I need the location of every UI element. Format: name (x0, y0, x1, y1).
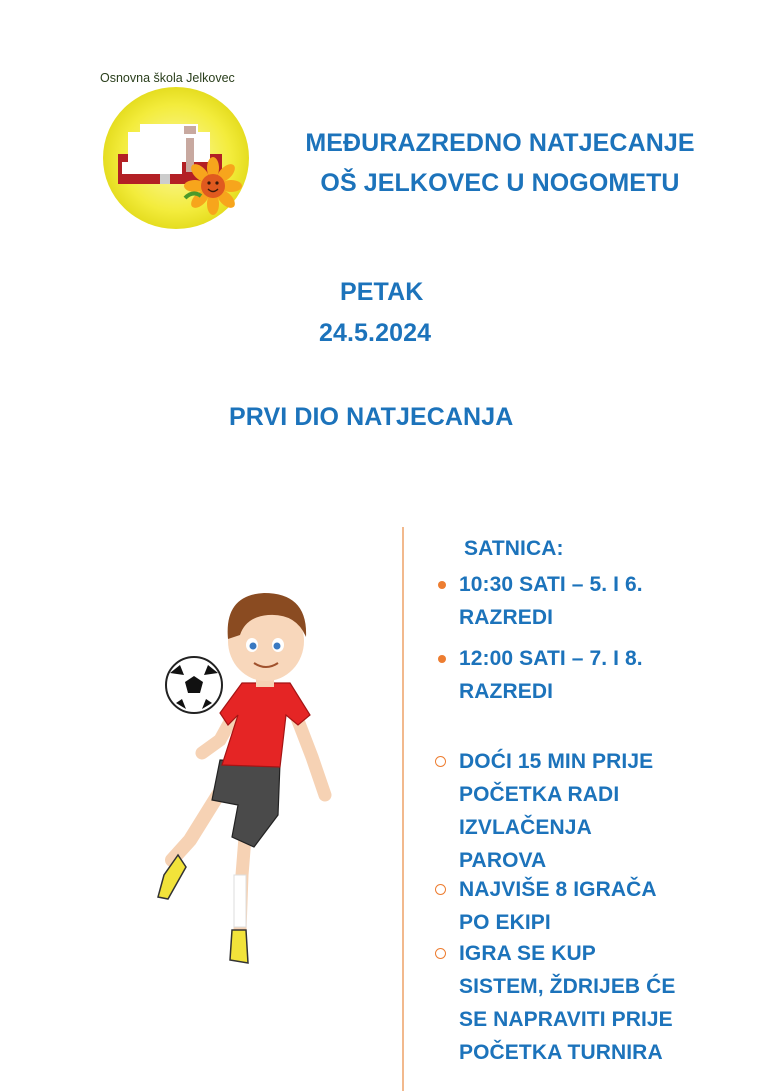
note-line: IZVLAČENJA (459, 816, 592, 839)
schedule-item-line: 12:00 SATI – 7. I 8. (459, 647, 643, 670)
schedule-item-line: RAZREDI (459, 680, 554, 703)
logo-text: Osnovna škola Jelkovec (100, 71, 235, 85)
boy-playing-football-illustration (150, 575, 360, 975)
note-line: PO EKIPI (459, 911, 551, 934)
note-line: DOĆI 15 MIN PRIJE (459, 750, 654, 773)
note-line: SISTEM, ŽDRIJEB ĆE (459, 975, 676, 998)
date-label: 24.5.2024 (319, 319, 432, 347)
front-leg (230, 825, 248, 963)
school-logo (100, 71, 252, 232)
page-title (280, 123, 720, 203)
title-line-1: MEĐURAZREDNO NATJECANJE (305, 129, 695, 157)
title-line-2: OŠ JELKOVEC U NOGOMETU (320, 169, 680, 197)
schedule-item-2 (459, 642, 699, 708)
hollow-circle-bullet-icon (435, 884, 446, 895)
note-item-2 (459, 873, 699, 939)
note-item-1 (459, 745, 699, 877)
football-icon (166, 657, 222, 713)
filled-circle-bullet-icon (438, 655, 446, 663)
schedule-label: SATNICA: (464, 537, 564, 560)
note-line: IGRA SE KUP (459, 942, 596, 965)
day-label: PETAK (340, 278, 424, 306)
shorts (212, 760, 280, 847)
schedule-item-line: 10:30 SATI – 5. I 6. (459, 573, 643, 596)
column-divider (402, 527, 404, 1091)
schedule-item-line: RAZREDI (459, 606, 554, 629)
sunflower-icon (184, 157, 242, 215)
note-line: POČETKA RADI (459, 783, 620, 806)
note-line: POČETKA TURNIRA (459, 1041, 663, 1064)
part-heading: PRVI DIO NATJECANJA (229, 403, 514, 431)
hollow-circle-bullet-icon (435, 756, 446, 767)
filled-circle-bullet-icon (438, 581, 446, 589)
note-line: SE NAPRAVITI PRIJE (459, 1008, 673, 1031)
note-line: PAROVA (459, 849, 547, 872)
note-line: NAJVIŠE 8 IGRAČA (459, 878, 657, 901)
back-leg (158, 795, 218, 899)
hollow-circle-bullet-icon (435, 948, 446, 959)
note-item-3 (459, 937, 699, 1069)
schedule-item-1 (459, 568, 699, 634)
